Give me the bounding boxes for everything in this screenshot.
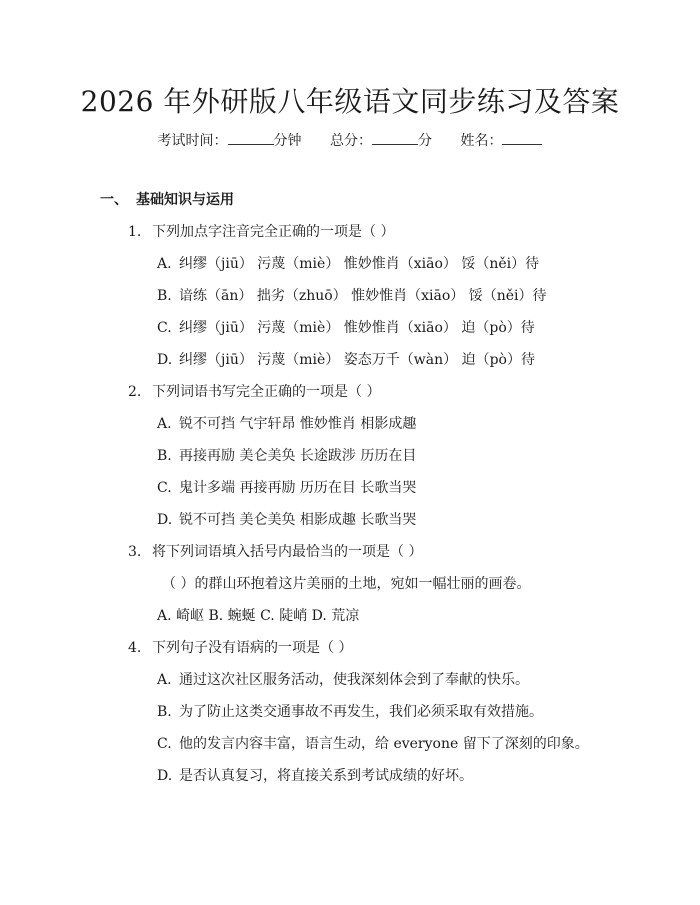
option-text: 锐不可挡 气宇轩昂 惟妙惟肖 相影成趣 [179, 416, 417, 432]
question-2-option-b [157, 446, 416, 466]
exam-time-unit: 分钟 [273, 133, 302, 149]
question-2-option-d [157, 510, 416, 530]
option-letter: C. [157, 320, 172, 336]
option-text: 通过这次社区服务活动，使我深刻体会到了奉献的快乐。 [179, 672, 529, 688]
option-letter: B. [157, 448, 172, 464]
name-field [460, 130, 542, 151]
option-text: 他的发言内容丰富，语言生动，给 everyone 留下了深刻的印象。 [179, 736, 589, 752]
name-blank [502, 130, 542, 145]
question-text: 下列加点字注音完全正确的一项是（ ） [152, 224, 395, 240]
question-4-option-a [157, 670, 529, 690]
question-3-options: A. 崎岖 B. 蜿蜒 C. 陡峭 D. 荒凉 [157, 608, 360, 624]
total-score-label: 总分： [330, 133, 372, 149]
question-1-option-b [157, 286, 546, 306]
option-letter: D. [157, 768, 173, 784]
question-1-option-d [157, 350, 535, 370]
question-1 [128, 222, 394, 242]
question-number: 2. [128, 384, 142, 400]
option-letter: A. [157, 256, 172, 272]
section-title: 基础知识与运用 [136, 192, 234, 208]
page-title: 2026 年外研版八年级语文同步练习及答案 [80, 85, 620, 118]
question-4-option-c [157, 734, 589, 754]
question-3-stem: （ ）的群山环抱着这片美丽的土地，宛如一幅壮丽的画卷。 [162, 576, 531, 592]
option-text: 锐不可挡 美仑美奂 相影成趣 长歌当哭 [179, 512, 417, 528]
question-text: 下列词语书写完全正确的一项是（ ） [152, 384, 381, 400]
question-number: 3. [128, 544, 142, 560]
option-letter: A. [157, 672, 172, 688]
option-text: 再接再励 美仑美奂 长途跋涉 历历在目 [179, 448, 417, 464]
question-1-option-a [157, 254, 539, 274]
question-text: 将下列词语填入括号内最恰当的一项是（ ） [152, 544, 423, 560]
question-4-option-b [157, 702, 543, 722]
option-letter: D. [157, 352, 173, 368]
exam-time-field [158, 130, 302, 151]
question-number: 1. [128, 224, 142, 240]
question-2-option-a [157, 414, 416, 434]
question-4-option-d [157, 766, 473, 786]
question-2 [128, 382, 380, 402]
option-letter: C. [157, 736, 172, 752]
question-1-option-c [157, 318, 535, 338]
option-letter: B. [157, 288, 172, 304]
option-text: 纠缪（jiū） 污蔑（miè） 惟妙惟肖（xiāo） 馁（něi）待 [179, 256, 540, 272]
total-score-field [330, 130, 432, 151]
option-letter: A. [157, 416, 172, 432]
option-text: 纠缪（jiū） 污蔑（miè） 惟妙惟肖（xiāo） 迫（pò）待 [179, 320, 535, 336]
total-score-blank [372, 130, 418, 145]
option-text: 鬼计多端 再接再励 历历在目 长歌当哭 [179, 480, 417, 496]
question-number: 4. [128, 640, 142, 656]
exam-time-blank [228, 130, 274, 145]
option-letter: B. [157, 704, 172, 720]
exam-info-line [0, 130, 700, 151]
name-label: 姓名： [460, 133, 503, 149]
option-text: 谙练（ān） 拙劣（zhuō） 惟妙惟肖（xiāo） 馁（něi）待 [179, 288, 547, 304]
option-text: 是否认真复习，将直接关系到考试成绩的好坏。 [179, 768, 473, 784]
question-4 [128, 638, 352, 658]
option-text: 为了防止这类交通事故不再发生，我们必须采取有效措施。 [179, 704, 543, 720]
option-letter: C. [157, 480, 172, 496]
question-3 [128, 542, 422, 562]
question-text: 下列句子没有语病的一项是（ ） [152, 640, 353, 656]
option-letter: D. [157, 512, 173, 528]
exam-time-label: 考试时间： [157, 133, 228, 149]
option-text: 纠缪（jiū） 污蔑（miè） 姿态万千（wàn） 迫（pò）待 [179, 352, 535, 368]
total-score-unit: 分 [418, 133, 432, 149]
section-number: 一、 [100, 192, 128, 208]
section-heading [100, 190, 234, 210]
question-2-option-c [157, 478, 416, 498]
